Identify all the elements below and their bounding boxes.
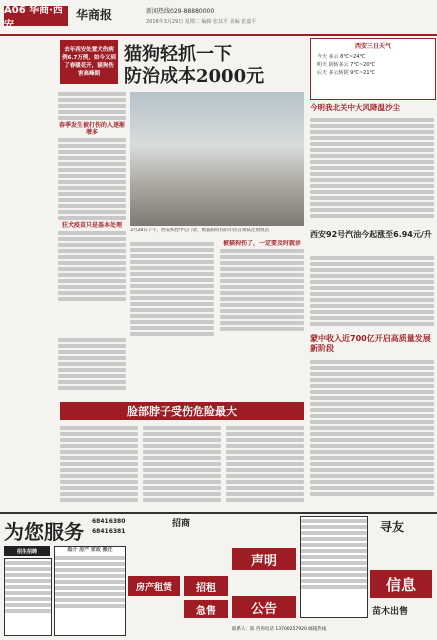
section-label: A06 华商·西安 (4, 6, 68, 26)
left-lower-body (58, 336, 126, 396)
fuel-headline: 西安92号汽油今起涨至6.94元/升 (310, 230, 432, 239)
ads-notice-box: 声明 (232, 548, 296, 570)
ads-footer: 联系人：陈 咨询电话 13700257920 邮箱热线 (232, 627, 327, 632)
photo-caption: 3月28日下午，西安疾控中心门诊，被猫狗咬伤的市民在排队注射疫苗 (130, 228, 270, 233)
injury-headline: 脸部脖子受伤危险最大 (60, 402, 304, 420)
ads-recruit-cell (4, 558, 52, 636)
ads-urgent-box: 急售 (184, 600, 228, 618)
lead-body-col2 (130, 240, 214, 340)
fuel-body (310, 254, 434, 330)
ads-announcement-box: 公告 (232, 596, 296, 618)
ads-phone2: 68416381 (92, 528, 126, 535)
ads-divider (0, 512, 437, 514)
weather-today: 今天 多云 8℃~24℃ (317, 54, 366, 60)
ads-seedling: 苗木出售 (372, 607, 409, 617)
weather-box (310, 38, 436, 100)
injury-body-col1 (60, 424, 138, 508)
lead-subhead-3: 被猫狗伤了，一定要及时就诊 (222, 240, 301, 247)
newspaper-logo: 华商报 (76, 8, 113, 22)
weather-tomorrow: 明天 阴转多云 7℃~20℃ (317, 62, 376, 68)
lead-summary-box: 去年西安处置犬伤病例6.7万例，如今又到了春暖花开，猫狗伤害高峰期 (60, 40, 118, 84)
ads-seek: 寻友 (380, 520, 405, 534)
ads-info-box: 信息 (370, 570, 432, 598)
income-body (310, 358, 434, 506)
injury-body-col2 (143, 424, 221, 508)
ads-banner: 为您服务 (4, 520, 84, 544)
lead-body-col1 (58, 90, 126, 330)
weather-headline: 今明我北关中大风降温沙尘 (310, 103, 400, 112)
lead-subhead-1: 春季发生被打伤的人逐渐增多 (58, 122, 125, 136)
weather-title: 西安三日天气 (354, 43, 391, 50)
dateline-text: 2016年3月29日 星期二 编辑 张其平 美编 张嘉平 (146, 19, 257, 25)
ads-services-cell (54, 546, 126, 636)
hotline-text: 新闻热线029-88880000 (146, 8, 215, 15)
ads-right-cell (300, 516, 368, 618)
lead-body-col3 (220, 240, 304, 340)
weather-body (310, 116, 434, 226)
ads-phone1: 68416380 (92, 518, 126, 525)
weather-dayafter: 后天 多云转阴 9℃~21℃ (317, 70, 376, 76)
ads-services: 婚介 房产 家政 搬迁 (67, 547, 113, 553)
ads-recruit-bar: 招生招聘 (4, 546, 50, 556)
ads-zhaoshang: 招商 (172, 519, 191, 529)
lead-headline-line2: 防治成本2000元 (124, 66, 265, 87)
lead-headline-line1: 猫狗轻抓一下 (124, 44, 232, 65)
income-headline: 蒙中收入近700亿开启高质量发展新阶段 (310, 334, 431, 353)
injury-body-col3 (226, 424, 304, 508)
ads-house-box: 房产租赁 (128, 576, 180, 596)
ads-hire-box: 招租 (184, 576, 228, 596)
lead-photo (130, 92, 304, 226)
lead-subhead-2: 狂犬疫苗只是基本处理 (61, 222, 122, 229)
